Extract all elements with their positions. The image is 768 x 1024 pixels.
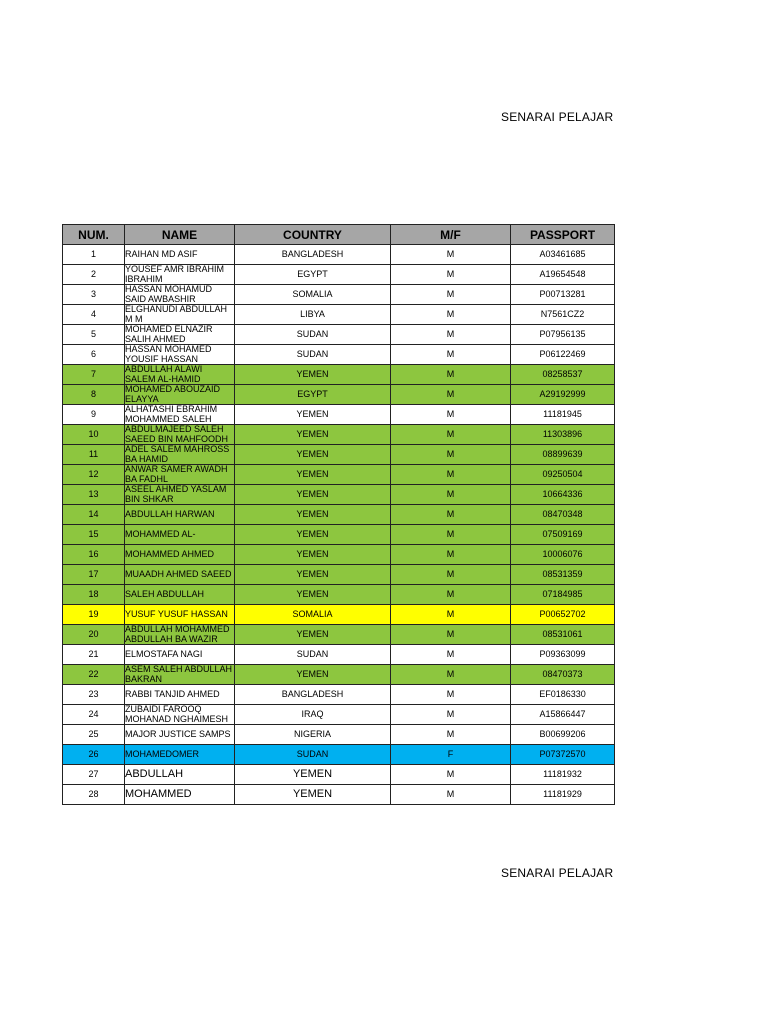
row-passport: 11181945	[511, 405, 615, 425]
row-num: 19	[63, 605, 125, 625]
row-num: 9	[63, 405, 125, 425]
row-name: MOHAMMED	[125, 785, 235, 805]
row-country: YEMEN	[235, 405, 391, 425]
row-name: ALHATASHI EBRAHIM MOHAMMED SALEH	[125, 405, 235, 425]
row-name: ASEM SALEH ABDULLAH BAKRAN	[125, 665, 235, 685]
table-row	[63, 385, 615, 405]
row-name: MOHAMEDOMER	[125, 745, 235, 765]
table-row	[63, 525, 615, 545]
table-row	[63, 505, 615, 525]
row-passport: 08258537	[511, 365, 615, 385]
col-header-name: NAME	[125, 225, 235, 245]
row-name: ELGHANUDI ABDULLAH M M	[125, 305, 235, 325]
table-row	[63, 585, 615, 605]
row-num: 13	[63, 485, 125, 505]
table-row	[63, 305, 615, 325]
row-num: 20	[63, 625, 125, 645]
row-passport: P00713281	[511, 285, 615, 305]
row-num: 22	[63, 665, 125, 685]
table-row	[63, 705, 615, 725]
table-row	[63, 645, 615, 665]
col-header-sex: M/F	[391, 225, 511, 245]
table-row	[63, 345, 615, 365]
row-country: YEMEN	[235, 525, 391, 545]
row-sex: M	[391, 485, 511, 505]
row-passport: A19654548	[511, 265, 615, 285]
row-country: SOMALIA	[235, 285, 391, 305]
row-name: RABBI TANJID AHMED	[125, 685, 235, 705]
row-sex: M	[391, 705, 511, 725]
row-name: ABDULMAJEED SALEH SAEED BIN MAHFOODH	[125, 425, 235, 445]
row-name: SALEH ABDULLAH	[125, 585, 235, 605]
row-sex: M	[391, 265, 511, 285]
row-sex: M	[391, 585, 511, 605]
row-country: YEMEN	[235, 365, 391, 385]
row-country: SUDAN	[235, 645, 391, 665]
table-row	[63, 785, 615, 805]
row-sex: M	[391, 445, 511, 465]
table-row	[63, 245, 615, 265]
row-sex: M	[391, 305, 511, 325]
row-name: MOHAMMED AL-	[125, 525, 235, 545]
row-sex: F	[391, 745, 511, 765]
row-num: 3	[63, 285, 125, 305]
table-row	[63, 545, 615, 565]
row-num: 5	[63, 325, 125, 345]
row-sex: M	[391, 645, 511, 665]
row-sex: M	[391, 465, 511, 485]
row-num: 4	[63, 305, 125, 325]
row-name: ANWAR SAMER AWADH BA FADHL	[125, 465, 235, 485]
row-sex: M	[391, 765, 511, 785]
row-num: 2	[63, 265, 125, 285]
row-sex: M	[391, 685, 511, 705]
row-sex: M	[391, 725, 511, 745]
row-country: YEMEN	[235, 465, 391, 485]
row-name: ZUBAIDI FAROOQ MOHANAD NGHAIMESH	[125, 705, 235, 725]
row-name: YOUSEF AMR IBRAHIM IBRAHIM	[125, 265, 235, 285]
row-country: YEMEN	[235, 565, 391, 585]
col-header-num: NUM.	[63, 225, 125, 245]
row-passport: 08470373	[511, 665, 615, 685]
row-passport: 08531061	[511, 625, 615, 645]
row-passport: 08470348	[511, 505, 615, 525]
table-row	[63, 365, 615, 385]
row-passport: 07184985	[511, 585, 615, 605]
row-name: ABDULLAH	[125, 765, 235, 785]
row-num: 8	[63, 385, 125, 405]
page-title: SENARAI PELAJAR	[501, 110, 614, 124]
row-sex: M	[391, 245, 511, 265]
row-name: HASSAN MOHAMED YOUSIF HASSAN	[125, 345, 235, 365]
row-country: EGYPT	[235, 265, 391, 285]
row-num: 26	[63, 745, 125, 765]
table-row	[63, 685, 615, 705]
page-title-repeat: SENARAI PELAJAR	[501, 866, 614, 880]
row-passport: 09250504	[511, 465, 615, 485]
row-country: EGYPT	[235, 385, 391, 405]
row-name: YUSUF YUSUF HASSAN	[125, 605, 235, 625]
row-country: SUDAN	[235, 345, 391, 365]
row-passport: P06122469	[511, 345, 615, 365]
table-row	[63, 265, 615, 285]
row-num: 7	[63, 365, 125, 385]
row-sex: M	[391, 505, 511, 525]
row-sex: M	[391, 425, 511, 445]
row-sex: M	[391, 405, 511, 425]
row-num: 14	[63, 505, 125, 525]
row-num: 16	[63, 545, 125, 565]
row-num: 21	[63, 645, 125, 665]
row-sex: M	[391, 525, 511, 545]
table-row	[63, 605, 615, 625]
col-header-country: COUNTRY	[235, 225, 391, 245]
row-num: 12	[63, 465, 125, 485]
row-num: 17	[63, 565, 125, 585]
row-passport: P00652702	[511, 605, 615, 625]
row-num: 10	[63, 425, 125, 445]
row-num: 28	[63, 785, 125, 805]
row-sex: M	[391, 365, 511, 385]
row-num: 27	[63, 765, 125, 785]
row-country: SOMALIA	[235, 605, 391, 625]
row-sex: M	[391, 625, 511, 645]
header-row	[63, 225, 615, 245]
row-country: LIBYA	[235, 305, 391, 325]
row-num: 1	[63, 245, 125, 265]
table-row	[63, 285, 615, 305]
row-name: ASEEL AHMED YASLAM BIN SHKAR	[125, 485, 235, 505]
table-row	[63, 725, 615, 745]
row-passport: 11181929	[511, 785, 615, 805]
row-name: MOHAMED ELNAZIR SALIH AHMED	[125, 325, 235, 345]
table-row	[63, 405, 615, 425]
row-passport: EF0186330	[511, 685, 615, 705]
row-passport: N7561CZ2	[511, 305, 615, 325]
row-country: SUDAN	[235, 325, 391, 345]
row-name: HASSAN MOHAMUD SAID AWBASHIR	[125, 285, 235, 305]
row-name: ABDULLAH HARWAN	[125, 505, 235, 525]
row-sex: M	[391, 385, 511, 405]
table-row	[63, 425, 615, 445]
row-country: YEMEN	[235, 585, 391, 605]
row-name: ABDULLAH ALAWI SALEM AL-HAMID	[125, 365, 235, 385]
row-country: YEMEN	[235, 485, 391, 505]
row-name: ELMOSTAFA NAGI	[125, 645, 235, 665]
row-passport: 10006076	[511, 545, 615, 565]
row-name: MUAADH AHMED SAEED	[125, 565, 235, 585]
row-country: YEMEN	[235, 505, 391, 525]
row-country: YEMEN	[235, 665, 391, 685]
row-passport: 11181932	[511, 765, 615, 785]
student-table	[62, 224, 615, 805]
table-row	[63, 765, 615, 785]
row-country: IRAQ	[235, 705, 391, 725]
row-sex: M	[391, 665, 511, 685]
row-num: 11	[63, 445, 125, 465]
row-passport: B00699206	[511, 725, 615, 745]
table-row	[63, 465, 615, 485]
row-passport: 08899639	[511, 445, 615, 465]
row-sex: M	[391, 605, 511, 625]
table-row	[63, 565, 615, 585]
row-passport: A03461685	[511, 245, 615, 265]
row-num: 15	[63, 525, 125, 545]
row-num: 18	[63, 585, 125, 605]
row-country: YEMEN	[235, 765, 391, 785]
row-country: YEMEN	[235, 445, 391, 465]
row-sex: M	[391, 345, 511, 365]
row-country: YEMEN	[235, 785, 391, 805]
table-row	[63, 485, 615, 505]
row-sex: M	[391, 325, 511, 345]
row-name: RAIHAN MD ASIF	[125, 245, 235, 265]
row-country: YEMEN	[235, 425, 391, 445]
table-row	[63, 325, 615, 345]
row-num: 23	[63, 685, 125, 705]
row-country: SUDAN	[235, 745, 391, 765]
row-passport: A15866447	[511, 705, 615, 725]
row-num: 25	[63, 725, 125, 745]
row-passport: 11303896	[511, 425, 615, 445]
row-passport: P09363099	[511, 645, 615, 665]
row-sex: M	[391, 565, 511, 585]
row-name: MOHAMMED AHMED	[125, 545, 235, 565]
row-num: 24	[63, 705, 125, 725]
table-row	[63, 625, 615, 645]
row-num: 6	[63, 345, 125, 365]
row-sex: M	[391, 545, 511, 565]
col-header-passport: PASSPORT	[511, 225, 615, 245]
row-passport: P07956135	[511, 325, 615, 345]
row-name: ADEL SALEM MAHROSS BA HAMID	[125, 445, 235, 465]
row-country: BANGLADESH	[235, 245, 391, 265]
table-row	[63, 745, 615, 765]
row-passport: 10664336	[511, 485, 615, 505]
table-row	[63, 665, 615, 685]
row-country: BANGLADESH	[235, 685, 391, 705]
row-sex: M	[391, 785, 511, 805]
row-passport: 07509169	[511, 525, 615, 545]
row-passport: P07372570	[511, 745, 615, 765]
row-name: ABDULLAH MOHAMMED ABDULLAH BA WAZIR	[125, 625, 235, 645]
row-name: MAJOR JUSTICE SAMPS	[125, 725, 235, 745]
row-name: MOHAMED ABOUZAID ELAYYA	[125, 385, 235, 405]
table-row	[63, 445, 615, 465]
row-country: YEMEN	[235, 625, 391, 645]
row-passport: A29192999	[511, 385, 615, 405]
row-passport: 08531359	[511, 565, 615, 585]
row-country: YEMEN	[235, 545, 391, 565]
row-sex: M	[391, 285, 511, 305]
row-country: NIGERIA	[235, 725, 391, 745]
